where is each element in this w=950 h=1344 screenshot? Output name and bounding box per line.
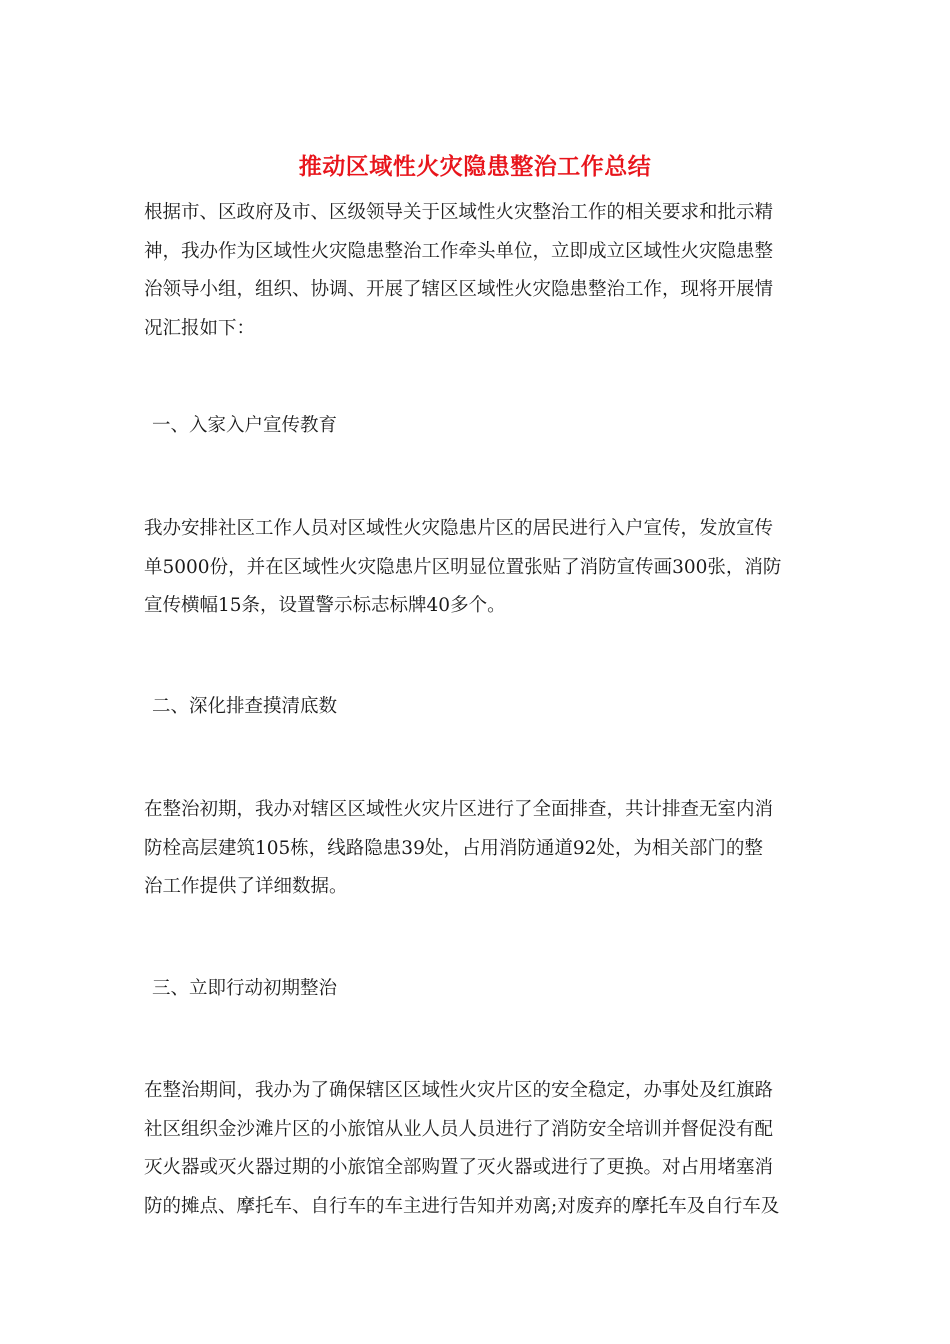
paragraph-line: 单5000份，并在区域性火灾隐患片区明显位置张贴了消防宣传画300张，消防: [144, 556, 782, 578]
paragraph-line: 社区组织金沙滩片区的小旅馆从业人员人员进行了消防安全培训并督促没有配: [144, 1118, 774, 1140]
paragraph-line: 灭火器或灭火器过期的小旅馆全部购置了灭火器或进行了更换。对占用堵塞消: [144, 1157, 774, 1178]
document-title: 推动区域性火灾隐患整治工作总结: [298, 154, 652, 180]
intro-line: 根据市、区政府及市、区级领导关于区域性火灾整治工作的相关要求和批示精: [144, 202, 774, 223]
paragraph-line: 在整治初期，我办对辖区区域性火灾片区进行了全面排查，共计排查无室内消: [144, 799, 774, 820]
section-1-paragraph: [144, 510, 808, 626]
paragraph-line: 在整治期间，我办为了确保辖区区域性火灾片区的安全稳定，办事处及红旗路: [144, 1080, 774, 1101]
paragraph-line: 防栓高层建筑105栋，线路隐患39处，占用消防通道92处，为相关部门的整: [144, 837, 763, 859]
paragraph-line: 防的摊点、摩托车、自行车的车主进行告知并劝离;对废弃的摩托车及自行车及: [144, 1195, 780, 1217]
section-heading-1: 一、入家入户宣传教育: [152, 415, 338, 436]
paragraph-line: 治工作提供了详细数据。: [144, 876, 348, 897]
intro-line: 治领导小组，组织、协调、开展了辖区区域性火灾隐患整治工作，现将开展情: [144, 279, 774, 300]
section-heading-3: 三、立即行动初期整治: [152, 978, 338, 999]
intro-paragraph: [144, 194, 808, 348]
paragraph-line: 宣传横幅15条，设置警示标志标牌40多个。: [144, 595, 506, 616]
section-heading-2: 二、深化排查摸清底数: [152, 696, 338, 717]
section-3-paragraph: [144, 1072, 808, 1226]
intro-line: 况汇报如下：: [144, 317, 256, 339]
intro-line: 神，我办作为区域性火灾隐患整治工作牵头单位，立即成立区域性火灾隐患整: [144, 240, 774, 262]
section-2-paragraph: [144, 791, 808, 907]
paragraph-line: 我办安排社区工作人员对区域性火灾隐患片区的居民进行入户宣传，发放宣传: [144, 518, 774, 539]
